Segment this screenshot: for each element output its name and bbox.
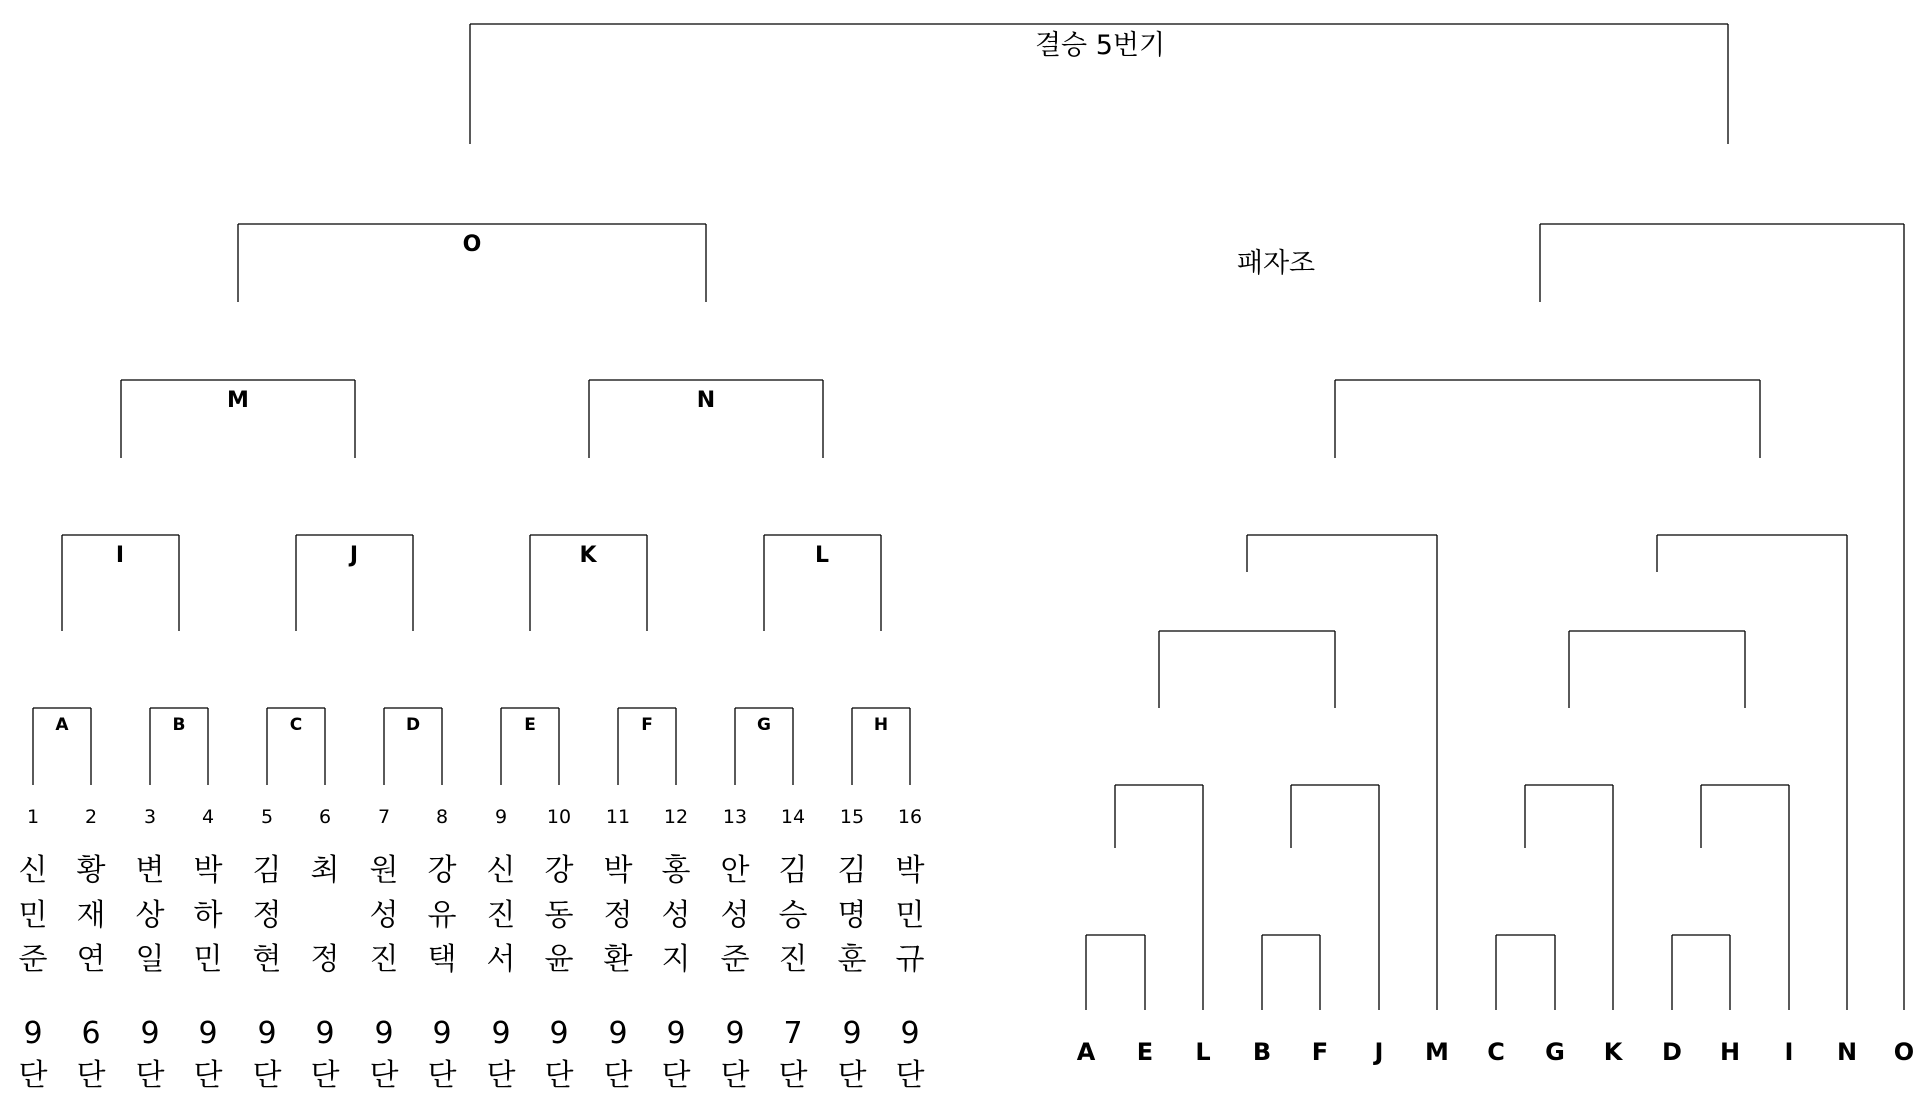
player-1 xyxy=(19,806,48,1093)
player-rank-char: 단 xyxy=(193,1058,223,1093)
player-seed: 16 xyxy=(897,806,923,828)
player-name-char: 유 xyxy=(427,898,457,933)
loser-label: G xyxy=(1545,1038,1565,1066)
match-label-I: I xyxy=(115,543,125,568)
player-seed: 6 xyxy=(318,806,332,828)
player-7 xyxy=(370,806,399,1093)
player-rank-char: 단 xyxy=(310,1058,340,1093)
player-name-char: 동 xyxy=(544,898,574,933)
player-rank-char: 9 xyxy=(374,1016,394,1051)
match-label-H: H xyxy=(873,715,889,735)
player-name-char: 진 xyxy=(369,942,399,977)
player-name-char: 홍 xyxy=(661,853,691,888)
player-name-char: 서 xyxy=(486,942,516,977)
player-seed: 14 xyxy=(780,806,806,828)
player-name-char: 현 xyxy=(252,942,282,977)
player-name-char: 지 xyxy=(661,942,691,977)
player-name-char: 안 xyxy=(720,853,750,888)
loser-label: D xyxy=(1662,1038,1682,1066)
player-seed: 15 xyxy=(839,806,865,828)
player-name-char: 명 xyxy=(837,898,867,933)
match-label-C: C xyxy=(289,715,303,735)
match-label-B: B xyxy=(172,715,186,735)
player-name-char: 택 xyxy=(427,942,457,977)
final-title: 결승 5번기 xyxy=(1034,30,1166,61)
player-3 xyxy=(136,806,165,1093)
player-rank-char: 단 xyxy=(252,1058,282,1093)
player-rank-char: 단 xyxy=(369,1058,399,1093)
player-name-char: 준 xyxy=(720,942,750,977)
player-name-char: 성 xyxy=(720,898,750,933)
player-rank-char: 9 xyxy=(23,1016,43,1051)
player-rank-char: 9 xyxy=(315,1016,335,1051)
player-name-char: 진 xyxy=(486,898,516,933)
player-name-char: 준 xyxy=(18,942,48,977)
match-label-K: K xyxy=(579,543,597,568)
match-label-A: A xyxy=(55,715,69,735)
player-11 xyxy=(604,806,633,1093)
player-name-char: 연 xyxy=(76,942,106,977)
player-8 xyxy=(428,806,457,1093)
player-seed: 8 xyxy=(435,806,449,828)
player-rank-char: 단 xyxy=(603,1058,633,1093)
player-4 xyxy=(194,806,223,1093)
player-name-char: 민 xyxy=(895,898,925,933)
player-14 xyxy=(779,806,808,1093)
player-9 xyxy=(487,806,516,1093)
player-name-char: 박 xyxy=(895,853,925,888)
player-seed: 4 xyxy=(201,806,215,828)
player-name-char: 강 xyxy=(544,853,574,888)
player-rank-char: 9 xyxy=(198,1016,218,1051)
match-label-N: N xyxy=(696,388,716,413)
loser-label: O xyxy=(1893,1038,1915,1066)
winners-bracket xyxy=(33,224,910,785)
player-name-char: 박 xyxy=(193,853,223,888)
player-rank-char: 9 xyxy=(257,1016,277,1051)
player-rank-char: 9 xyxy=(140,1016,160,1051)
player-name-char: 박 xyxy=(603,853,633,888)
player-rank-char: 단 xyxy=(544,1058,574,1093)
player-seed: 5 xyxy=(260,806,274,828)
player-name-char: 최 xyxy=(310,853,340,888)
player-rank-char: 9 xyxy=(549,1016,569,1051)
loser-label: M xyxy=(1425,1038,1449,1066)
player-name-char: 일 xyxy=(135,942,165,977)
match-label-O: O xyxy=(462,232,482,257)
loser-label: H xyxy=(1719,1038,1741,1066)
player-10 xyxy=(545,806,574,1093)
match-label-G: G xyxy=(757,715,771,735)
player-rank-char: 9 xyxy=(900,1016,920,1051)
player-seed: 9 xyxy=(494,806,508,828)
player-name-char: 신 xyxy=(486,853,516,888)
player-name-char: 황 xyxy=(76,853,106,888)
loser-label: N xyxy=(1836,1038,1858,1066)
player-rank-char: 단 xyxy=(427,1058,457,1093)
player-name-char: 성 xyxy=(369,898,399,933)
match-label-F: F xyxy=(641,715,653,735)
player-name-char: 정 xyxy=(603,898,633,933)
player-rank-char: 9 xyxy=(491,1016,511,1051)
loser-label: A xyxy=(1076,1038,1096,1066)
player-name-char: 규 xyxy=(895,942,925,977)
player-rank-char: 9 xyxy=(608,1016,628,1051)
player-rank-char: 단 xyxy=(720,1058,750,1093)
losers-bracket-title: 패자조 xyxy=(1236,248,1316,279)
player-name-char: 성 xyxy=(661,898,691,933)
player-rank-char: 단 xyxy=(18,1058,48,1093)
player-seed: 2 xyxy=(84,806,98,828)
player-name-char: 신 xyxy=(18,853,48,888)
loser-label: B xyxy=(1252,1038,1272,1066)
player-rank-char: 9 xyxy=(725,1016,745,1051)
player-name-char: 상 xyxy=(135,898,165,933)
loser-label: F xyxy=(1311,1038,1329,1066)
loser-label: C xyxy=(1487,1038,1505,1066)
player-name-char: 재 xyxy=(76,898,106,933)
player-rank-char: 6 xyxy=(81,1016,101,1051)
player-name-char: 하 xyxy=(193,898,223,933)
player-name-char: 민 xyxy=(18,898,48,933)
player-name-char: 승 xyxy=(778,898,808,933)
loser-label: J xyxy=(1374,1038,1384,1066)
player-seed: 1 xyxy=(26,806,40,828)
player-seed: 11 xyxy=(605,806,631,828)
player-rank-char: 7 xyxy=(783,1016,803,1051)
player-name-char: 원 xyxy=(369,853,399,888)
player-name-char: 훈 xyxy=(837,942,867,977)
player-rank-char: 단 xyxy=(895,1058,925,1093)
player-name-char: 변 xyxy=(135,853,165,888)
player-15 xyxy=(838,806,867,1093)
player-12 xyxy=(662,806,691,1093)
player-rank-char: 단 xyxy=(837,1058,867,1093)
player-2 xyxy=(77,806,106,1093)
player-rank-char: 9 xyxy=(666,1016,686,1051)
player-seed: 10 xyxy=(546,806,572,828)
player-name-char: 강 xyxy=(427,853,457,888)
player-rank-char: 9 xyxy=(432,1016,452,1051)
player-16 xyxy=(896,806,925,1093)
player-name-char: 정 xyxy=(310,942,340,977)
player-rank-char: 단 xyxy=(778,1058,808,1093)
final-bracket xyxy=(470,24,1728,144)
player-name-char: 김 xyxy=(252,853,282,888)
player-name-char: 김 xyxy=(837,853,867,888)
player-13 xyxy=(721,806,750,1093)
player-name-char: 민 xyxy=(193,942,223,977)
player-seed: 3 xyxy=(143,806,157,828)
player-6 xyxy=(311,806,340,1093)
player-rank-char: 단 xyxy=(486,1058,516,1093)
match-label-D: D xyxy=(405,715,421,735)
match-label-L: L xyxy=(814,543,830,568)
player-5 xyxy=(253,806,282,1093)
losers-bracket xyxy=(1077,224,1914,1066)
loser-label: L xyxy=(1195,1038,1211,1066)
player-name-char: 진 xyxy=(778,942,808,977)
loser-label: E xyxy=(1136,1038,1154,1066)
player-seed: 7 xyxy=(377,806,391,828)
player-name-char: 정 xyxy=(252,898,282,933)
loser-label: K xyxy=(1603,1038,1623,1066)
player-rank-char: 단 xyxy=(76,1058,106,1093)
player-name-char: 윤 xyxy=(544,942,574,977)
player-rank-char: 9 xyxy=(842,1016,862,1051)
player-seed: 13 xyxy=(722,806,748,828)
player-rank-char: 단 xyxy=(661,1058,691,1093)
match-label-E: E xyxy=(524,715,536,735)
player-name-char: 김 xyxy=(778,853,808,888)
player-list xyxy=(19,806,925,1093)
loser-label: I xyxy=(1784,1038,1794,1066)
match-label-J: J xyxy=(349,543,359,568)
player-rank-char: 단 xyxy=(135,1058,165,1093)
match-label-M: M xyxy=(227,388,249,413)
player-name-char: 환 xyxy=(603,942,633,977)
player-seed: 12 xyxy=(663,806,689,828)
